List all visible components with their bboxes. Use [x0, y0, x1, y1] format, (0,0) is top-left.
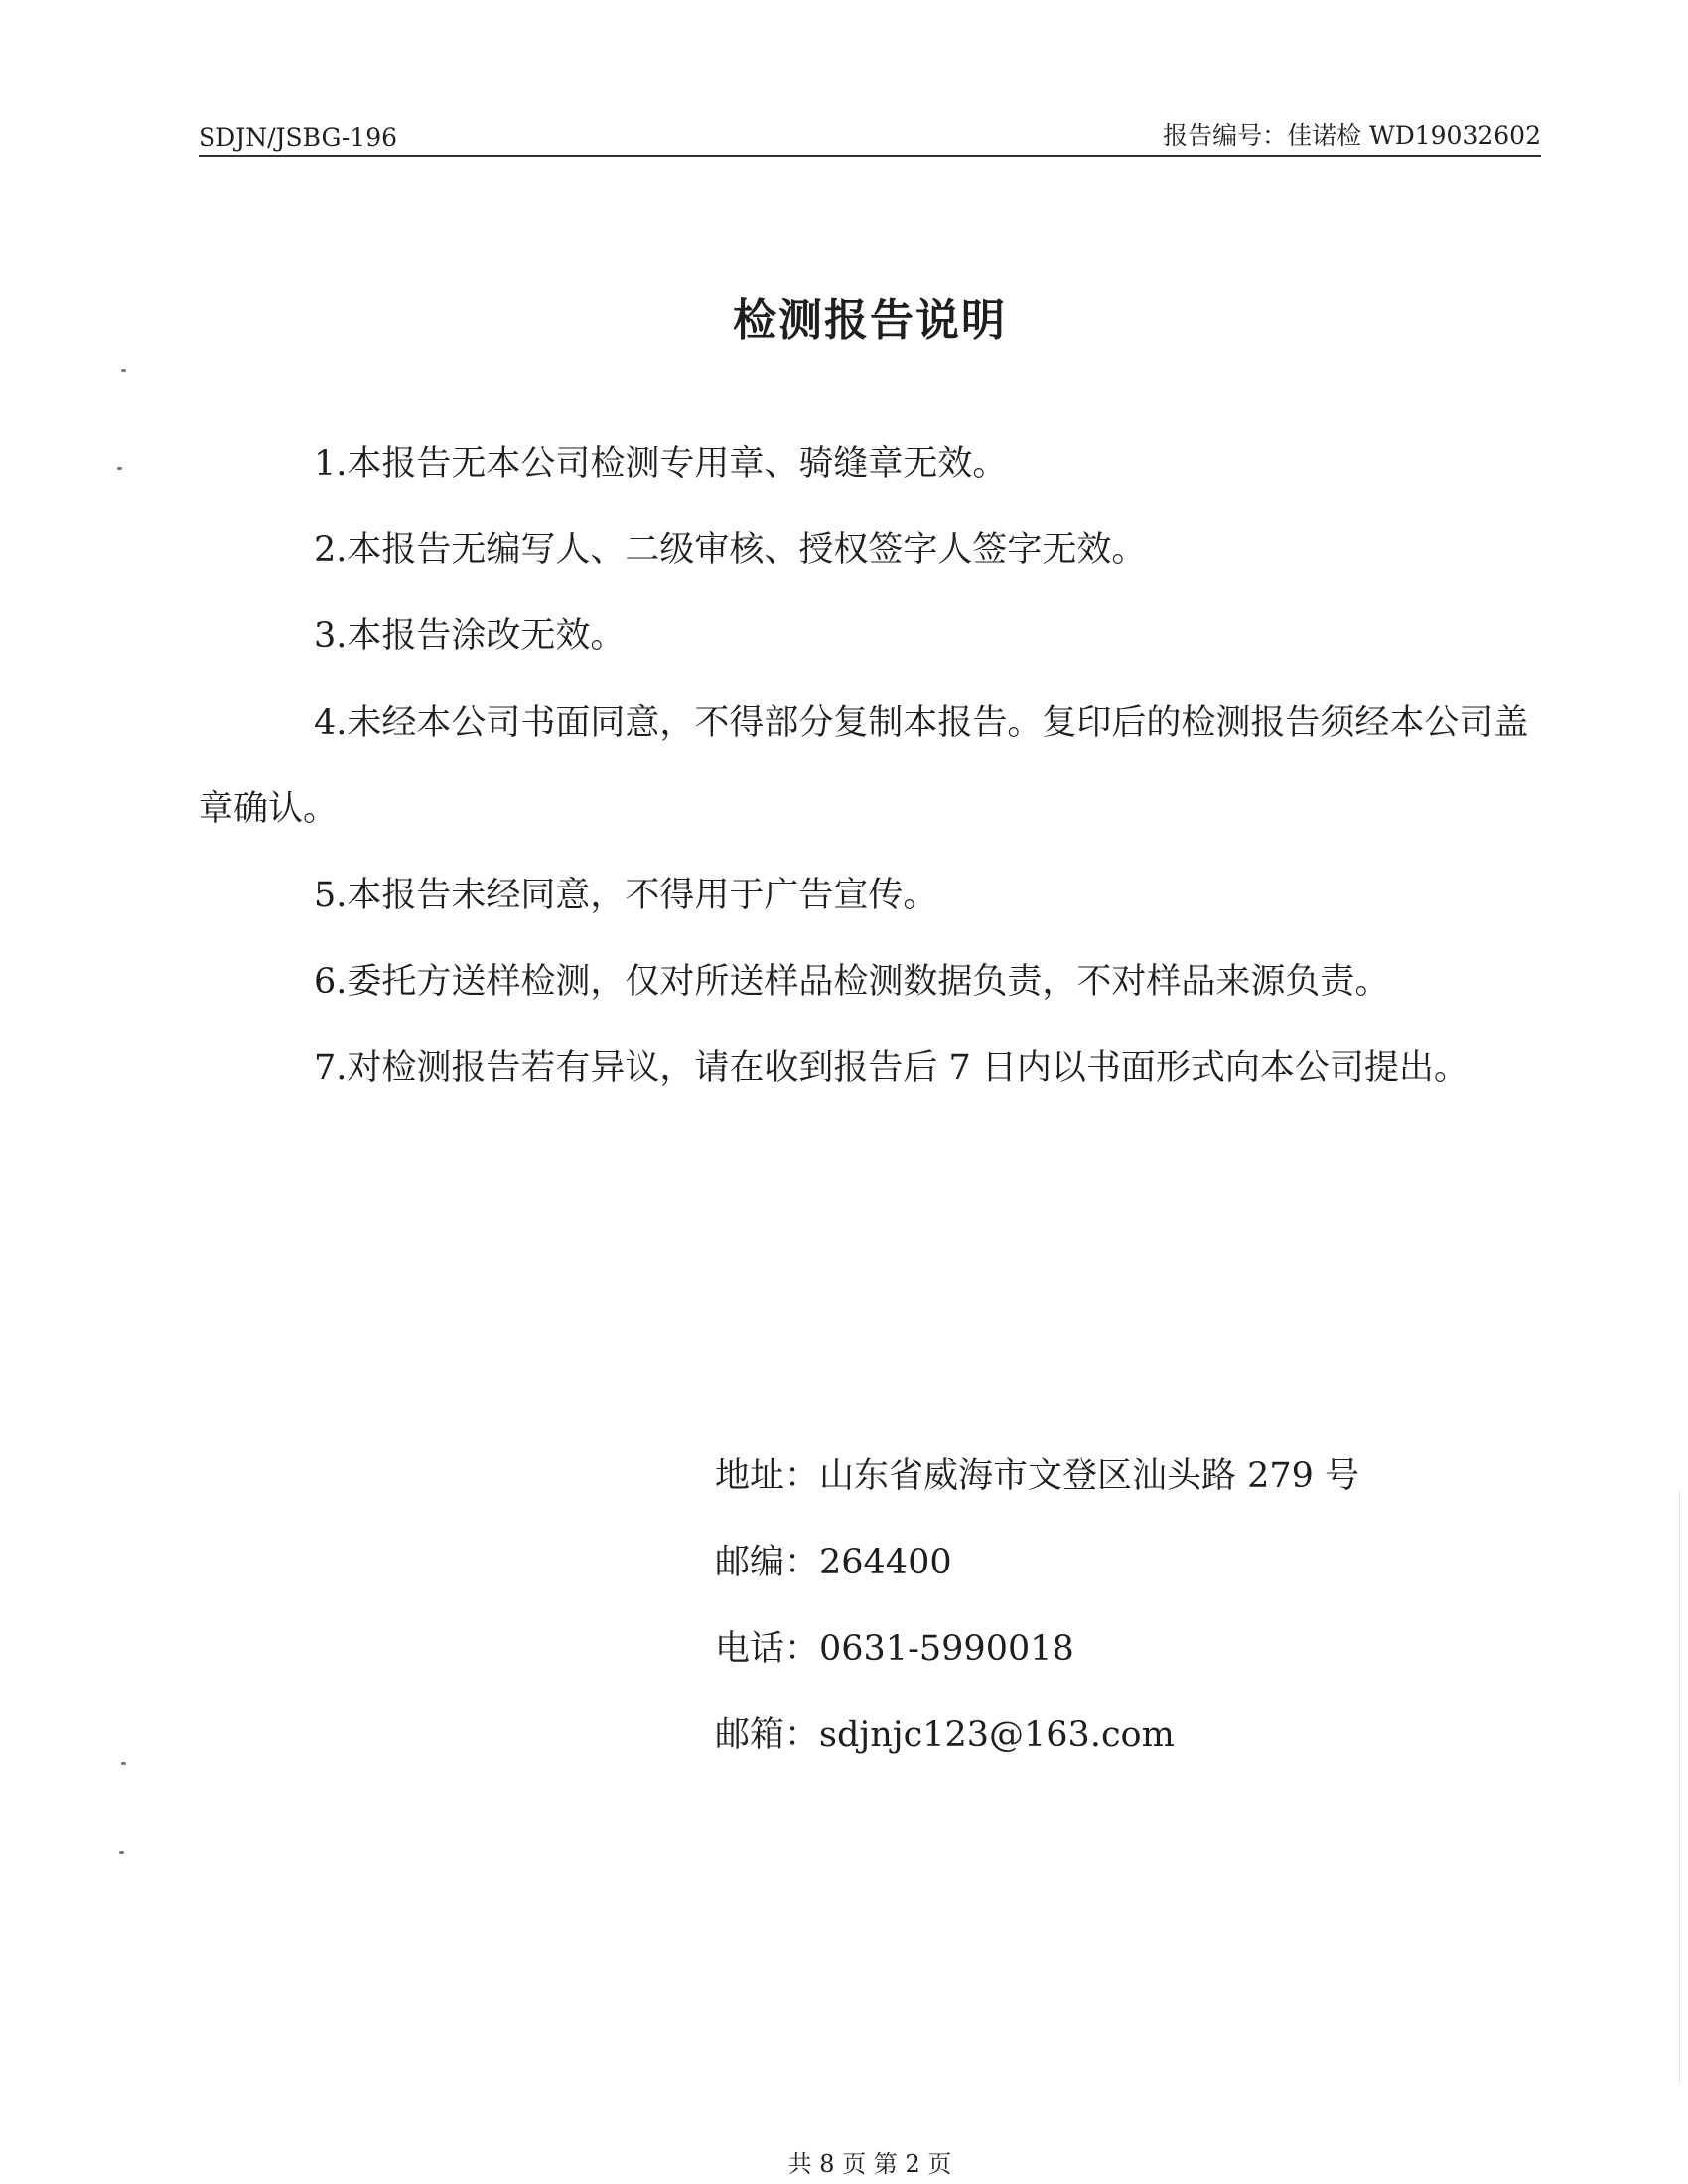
scan-edge-line — [1679, 1489, 1680, 2085]
clause-5: 5.本报告未经同意，不得用于广告宣传。 — [314, 876, 938, 915]
scan-speck — [119, 1851, 124, 1854]
clause-list — [199, 421, 1541, 1112]
report-number: 报告编号：佳诺检 WD19032602 — [1163, 121, 1541, 150]
contact-phone: 电话：0631-5990018 — [715, 1629, 1074, 1669]
clause-6: 6.委托方送样检测，仅对所送样品检测数据负责，不对样品来源负责。 — [314, 962, 1390, 1002]
contact-email: 邮箱：sdjnjc123@163.com — [715, 1715, 1175, 1755]
document-code: SDJN/JSBG-196 — [199, 123, 398, 152]
scan-speck — [121, 369, 126, 372]
clause-4: 4.未经本公司书面同意，不得部分复制本报告。复印后的检测报告须经本公司盖章确认。 — [199, 703, 1529, 829]
clause-7: 7.对检测报告若有异议，请在收到报告后 7 日内以书面形式向本公司提出。 — [314, 1048, 1469, 1088]
page-footer: 共 8 页 第 2 页 — [787, 2150, 952, 2178]
contact-address: 地址：山东省威海市文登区汕头路 279 号 — [715, 1456, 1360, 1496]
page-title: 检测报告说明 — [733, 295, 1007, 345]
clause-1: 1.本报告无本公司检测专用章、骑缝章无效。 — [314, 444, 1008, 483]
contact-block — [715, 1433, 1359, 1779]
scan-speck — [121, 1762, 126, 1765]
clause-3: 3.本报告涂改无效。 — [314, 616, 626, 656]
contact-postcode: 邮编：264400 — [715, 1543, 952, 1582]
page-header — [199, 121, 1541, 157]
scan-speck — [117, 467, 122, 470]
clause-2: 2.本报告无编写人、二级审核、授权签字人签字无效。 — [314, 530, 1147, 570]
